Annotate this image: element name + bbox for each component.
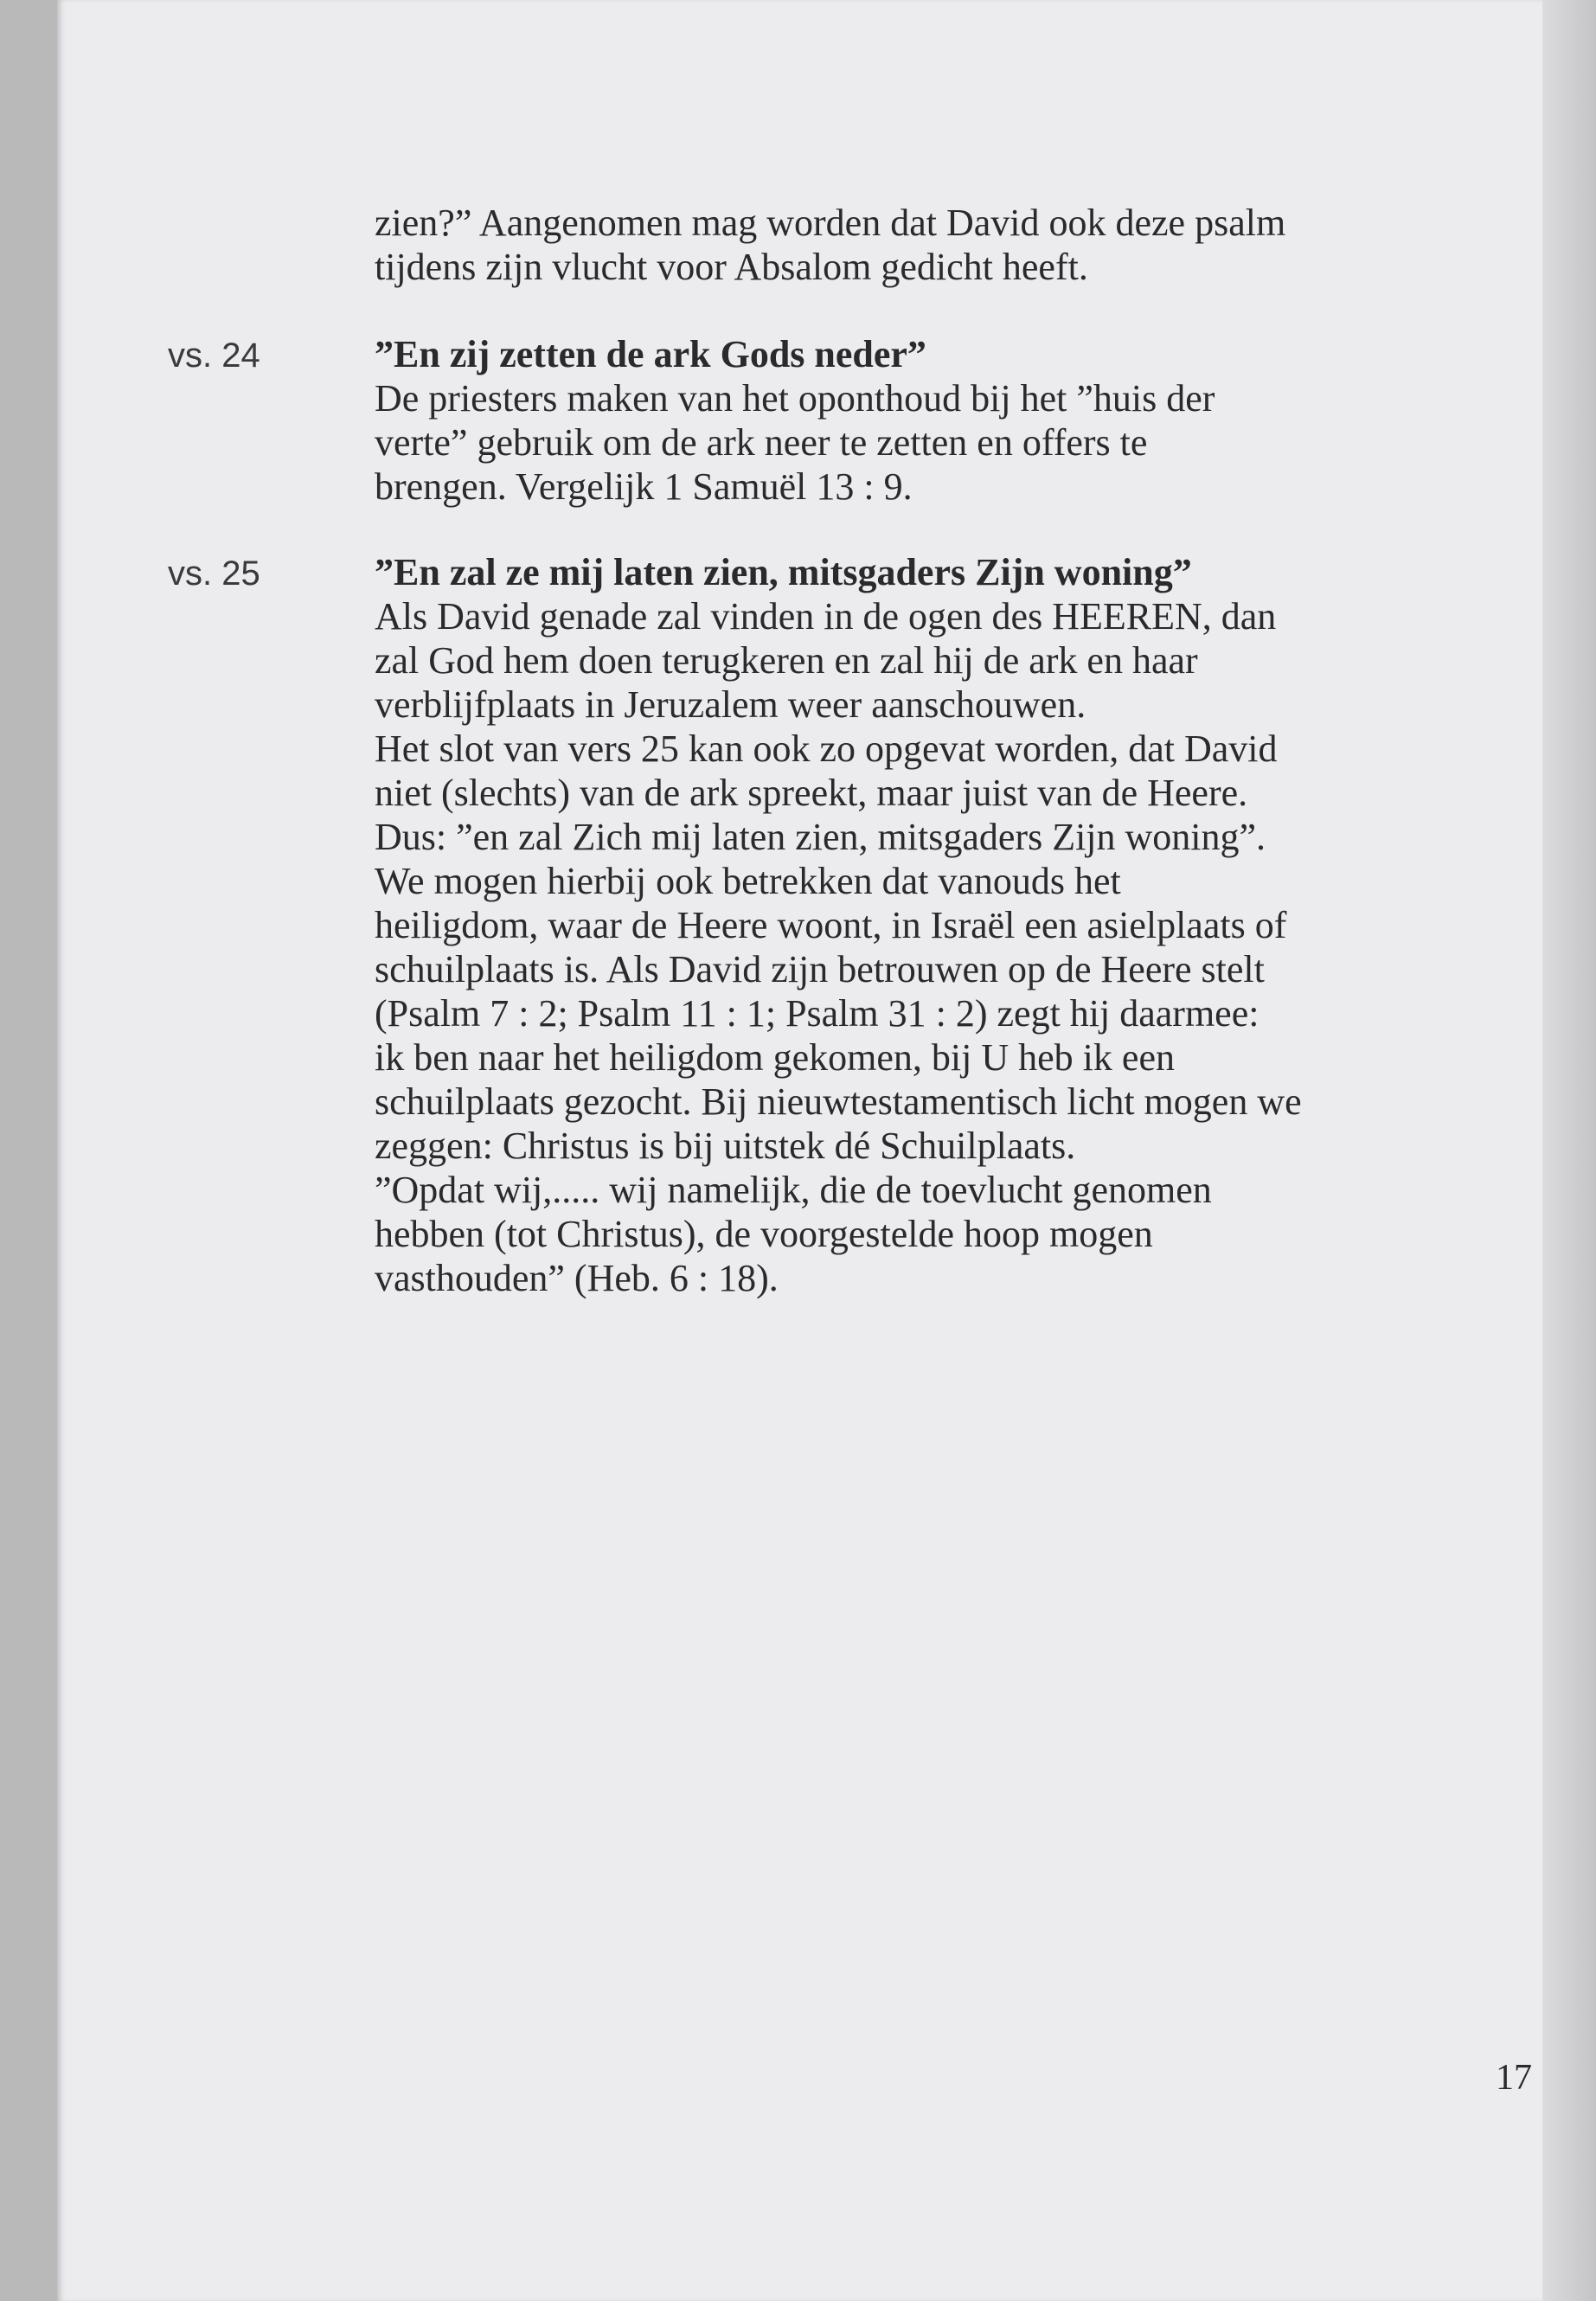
section-line: zal God hem doen terugkeren en zal hij de ark en haar xyxy=(375,639,1198,682)
section-line: schuilplaats gezocht. Bij nieuwtestamentisch licht mogen we xyxy=(375,1080,1302,1123)
section-line: zeggen: Christus is bij uitstek dé Schuilplaats. xyxy=(375,1125,1076,1167)
section-line: brengen. Vergelijk 1 Samuël 13 : 9. xyxy=(375,465,913,508)
section-line: heiligdom, waar de Heere woont, in Israël een asielplaats of xyxy=(375,904,1287,946)
intro-line: tijdens zijn vlucht voor Absalom gedicht heeft. xyxy=(375,246,1088,288)
section-line: verblijfplaats in Jeruzalem weer aanschouwen. xyxy=(375,683,1086,726)
page xyxy=(57,0,1542,2301)
section-line: schuilplaats is. Als David zijn betrouwen op de Heere stelt xyxy=(375,948,1265,990)
section-line: vasthouden” (Heb. 6 : 18). xyxy=(375,1257,779,1299)
section-line: Het slot van vers 25 kan ook zo opgevat worden, dat David xyxy=(375,727,1278,770)
section-line: We mogen hierbij ook betrekken dat vanouds het xyxy=(375,860,1121,902)
section-line: (Psalm 7 : 2; Psalm 11 : 1; Psalm 31 : 2) zegt hij daarmee: xyxy=(375,992,1259,1035)
section-line: ”Opdat wij,..... wij namelijk, die de toevlucht genomen xyxy=(375,1169,1212,1211)
section-line: ik ben naar het heiligdom gekomen, bij U heb ik een xyxy=(375,1036,1175,1079)
section-line: Dus: ”en zal Zich mij laten zien, mitsgaders Zijn woning”. xyxy=(375,816,1266,858)
verse-label-24: vs. 24 xyxy=(168,336,260,375)
section-line: hebben (tot Christus), de voorgestelde hoop mogen xyxy=(375,1213,1153,1255)
section-line: verte” gebruik om de ark neer te zetten en offers te xyxy=(375,421,1148,464)
section-heading-24: ”En zij zetten de ark Gods neder” xyxy=(375,333,926,375)
intro-line: zien?” Aangenomen mag worden dat David ook deze psalm xyxy=(375,202,1286,244)
page-number: 17 xyxy=(1496,2058,1532,2098)
section-line: Als David genade zal vinden in de ogen des HEEREN, dan xyxy=(375,595,1277,638)
page-edge xyxy=(1542,0,1596,2301)
section-heading-25: ”En zal ze mij laten zien, mitsgaders Zijn woning” xyxy=(375,551,1192,593)
section-line: De priesters maken van het oponthoud bij het ”huis der xyxy=(375,377,1215,420)
verse-label-25: vs. 25 xyxy=(168,554,260,593)
section-line: niet (slechts) van de ark spreekt, maar juist van de Heere. xyxy=(375,772,1248,814)
